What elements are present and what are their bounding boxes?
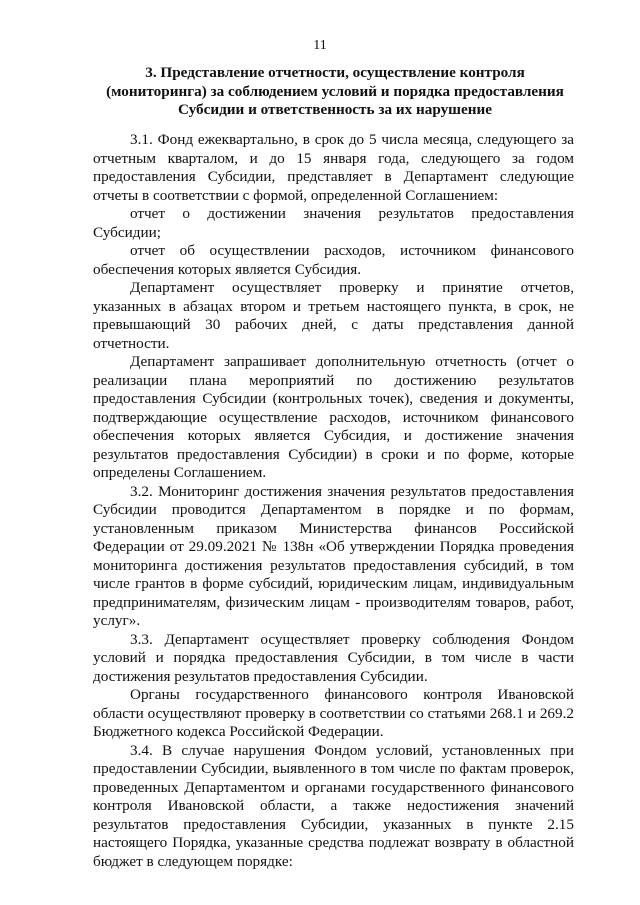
section-body [93,131,574,871]
paragraph-department-check: Департамент осуществляет проверку и принятие отчетов, указанных в абзацах втором и третьем настоящего пункта, в срок, не превышающий 30 рабочих дней, с даты представления данной отчетности. [93,279,574,352]
paragraph-department-request: Департамент запрашивает дополнительную отчетность (отчет о реализации плана мероприятий по достижению результатов предоставления Субсидии (контрольных точек), сведения и документы, подтверждающие осуществление расходов, источником финансового обеспечения которых является Субсидия, и достижение значения результатов предоставления Субсидии) в сроки и по форме, которые определены Соглашением. [93,353,574,481]
paragraph-3-1: 3.1. Фонд ежеквартально, в срок до 5 числа месяца, следующего за отчетным кварталом, и до 15 января года, следующего за годом предоставления Субсидии, представляет в Департамент следующие отчеты в соответствии с формой, определенной Соглашением: [93,131,574,204]
paragraph-3-3: 3.3. Департамент осуществляет проверку соблюдения Фондом условий и порядка предоставления Субсидии, в том числе в части достижения результатов предоставления Субсидии. [93,630,574,685]
page-number: 11 [313,38,327,53]
section-heading: 3. Представление отчетности, осуществление контроля (мониторинга) за соблюдением условий и порядка предоставления Субсидии и ответственность за их нарушение [106,64,564,118]
paragraph-3-4: 3.4. В случае нарушения Фондом условий, установленных при предоставлении Субсидии, выявленного в том числе по фактам проверок, проведенных Департаментом и органами государственного финансового контроля Ивановской области, а также недостижения значений результатов предоставления Субсидии, указанных в пункте 2.15 настоящего Порядка, указанные средства подлежат возврату в областной бюджет в следующем порядке: [93,741,574,870]
paragraph-3-2: 3.2. Мониторинг достижения значения результатов предоставления Субсидии проводится Департаментом в порядке и по формам, установленным приказом Министерства финансов Российской Федерации от 29.09.2021 № 138н «Об утверждении Порядка проведения мониторинга достижения результатов предоставления субсидий, в том числе грантов в форме субсидий, юридическим лицам, индивидуальным предпринимателям, физическим лицам - производителям товаров, работ, услуг». [93,482,574,629]
paragraph-report-results: отчет о достижении значения результатов предоставления Субсидии; [93,205,574,241]
paragraph-state-control: Органы государственного финансового контроля Ивановской области осуществляют проверку в соответствии со статьями 268.1 и 269.2 Бюджетного кодекса Российской Федерации. [93,686,574,740]
paragraph-report-expenses: отчет об осуществлении расходов, источником финансового обеспечения которых является Субсидия. [93,242,574,278]
